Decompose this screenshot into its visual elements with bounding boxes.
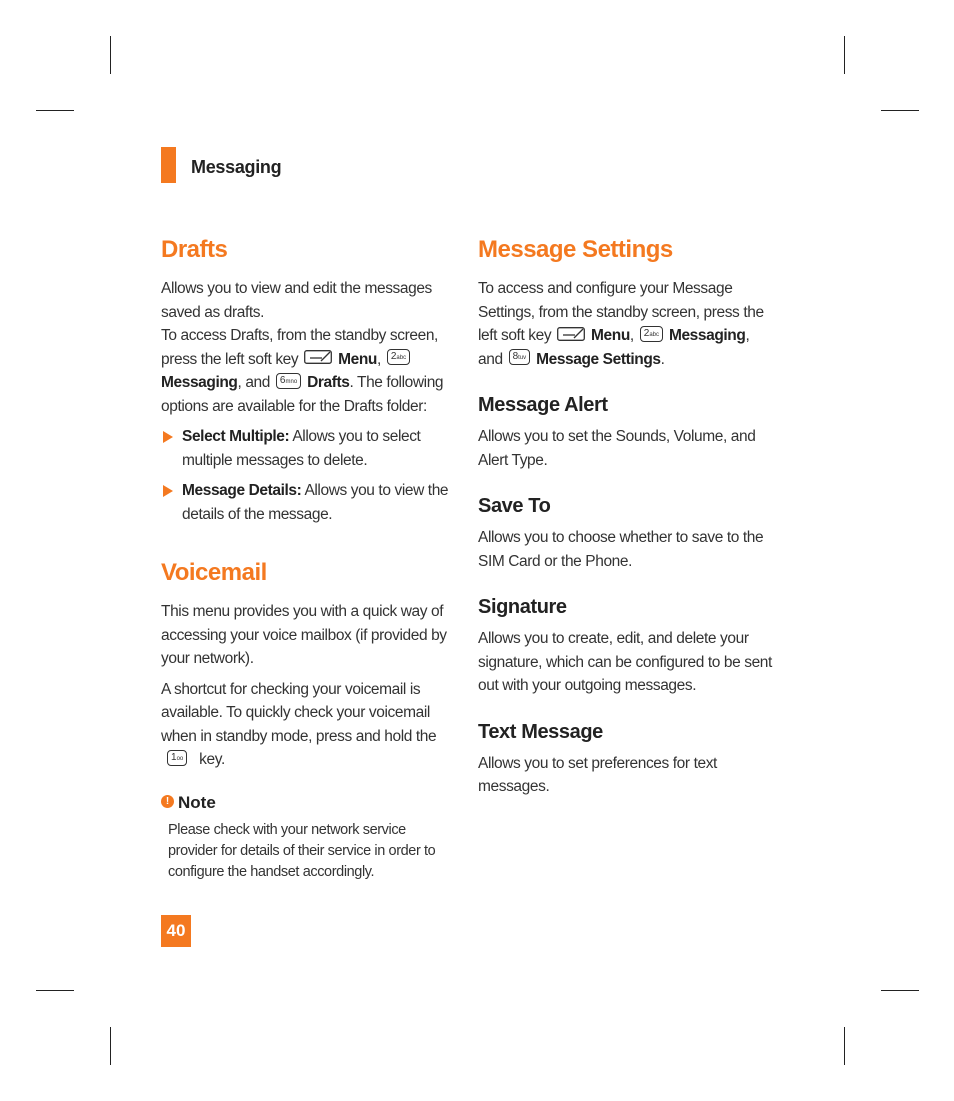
section-tab-marker [161, 147, 176, 183]
save-to-text: Allows you to choose whether to save to the SIM Card or the Phone. [478, 529, 764, 570]
text-message-heading: Text Message [478, 720, 603, 743]
list-item: Message Details: Allows you to view the details of the message. [161, 479, 451, 526]
key-8-icon: 8tuv [509, 349, 531, 365]
text-message-text: Allows you to set preferences for text messages. [478, 754, 717, 795]
section-label: Messaging [191, 157, 282, 177]
drafts-access-instructions: To access Drafts, from the standby screen, press the left soft key Menu, 2abc Messaging, and 6mno Drafts. The following options are available for the Drafts folder: [161, 327, 444, 415]
drafts-heading: Drafts [161, 236, 228, 263]
left-column [161, 233, 451, 883]
crop-mark [881, 110, 919, 111]
crop-mark [36, 990, 74, 991]
crop-mark [110, 1027, 111, 1065]
signature-heading: Signature [478, 596, 567, 618]
left-soft-key-icon [304, 350, 332, 364]
message-alert-heading: Message Alert [478, 394, 608, 416]
crop-mark [881, 990, 919, 991]
key-2-icon: 2abc [640, 326, 663, 342]
message-settings-instructions: To access and configure your Message Settings, from the standby screen, press the left soft key Menu, 2abc Messaging, and 8tuv Message Settings. [478, 280, 764, 368]
message-settings-heading: Message Settings [478, 236, 673, 263]
warning-icon: ! [161, 795, 174, 808]
note-heading: ! Note [161, 792, 451, 814]
key-1-icon: 1oo [167, 750, 187, 766]
crop-mark [844, 1027, 845, 1065]
note-body: Please check with your network service provider for details of their service in order to configure the handset accordingly. [168, 821, 436, 880]
signature-text: Allows you to create, edit, and delete your signature, which can be configured to be sent out with your outgoing messages. [478, 630, 772, 694]
crop-mark [844, 36, 845, 74]
voicemail-shortcut: A shortcut for checking your voicemail is available. To quickly check your voicemail when in standby mode, press and hold the 1oo key. [161, 680, 437, 768]
save-to-heading: Save To [478, 495, 551, 517]
list-item: Select Multiple: Allows you to select multiple messages to delete. [161, 425, 451, 472]
key-6-icon: 6mno [276, 373, 301, 389]
message-alert-text: Allows you to set the Sounds, Volume, and Alert Type. [478, 428, 756, 469]
bullet-arrow-icon [163, 485, 173, 497]
voicemail-intro: This menu provides you with a quick way of accessing your voice mailbox (if provided by your network). [161, 603, 447, 667]
crop-mark [110, 36, 111, 74]
bullet-arrow-icon [163, 431, 173, 443]
page-number: 40 [161, 915, 191, 947]
drafts-intro: Allows you to view and edit the messages saved as drafts. [161, 280, 432, 321]
left-soft-key-icon [557, 327, 585, 341]
key-2-icon: 2abc [387, 349, 410, 365]
voicemail-heading: Voicemail [161, 559, 267, 586]
right-column [478, 233, 773, 799]
crop-mark [36, 110, 74, 111]
